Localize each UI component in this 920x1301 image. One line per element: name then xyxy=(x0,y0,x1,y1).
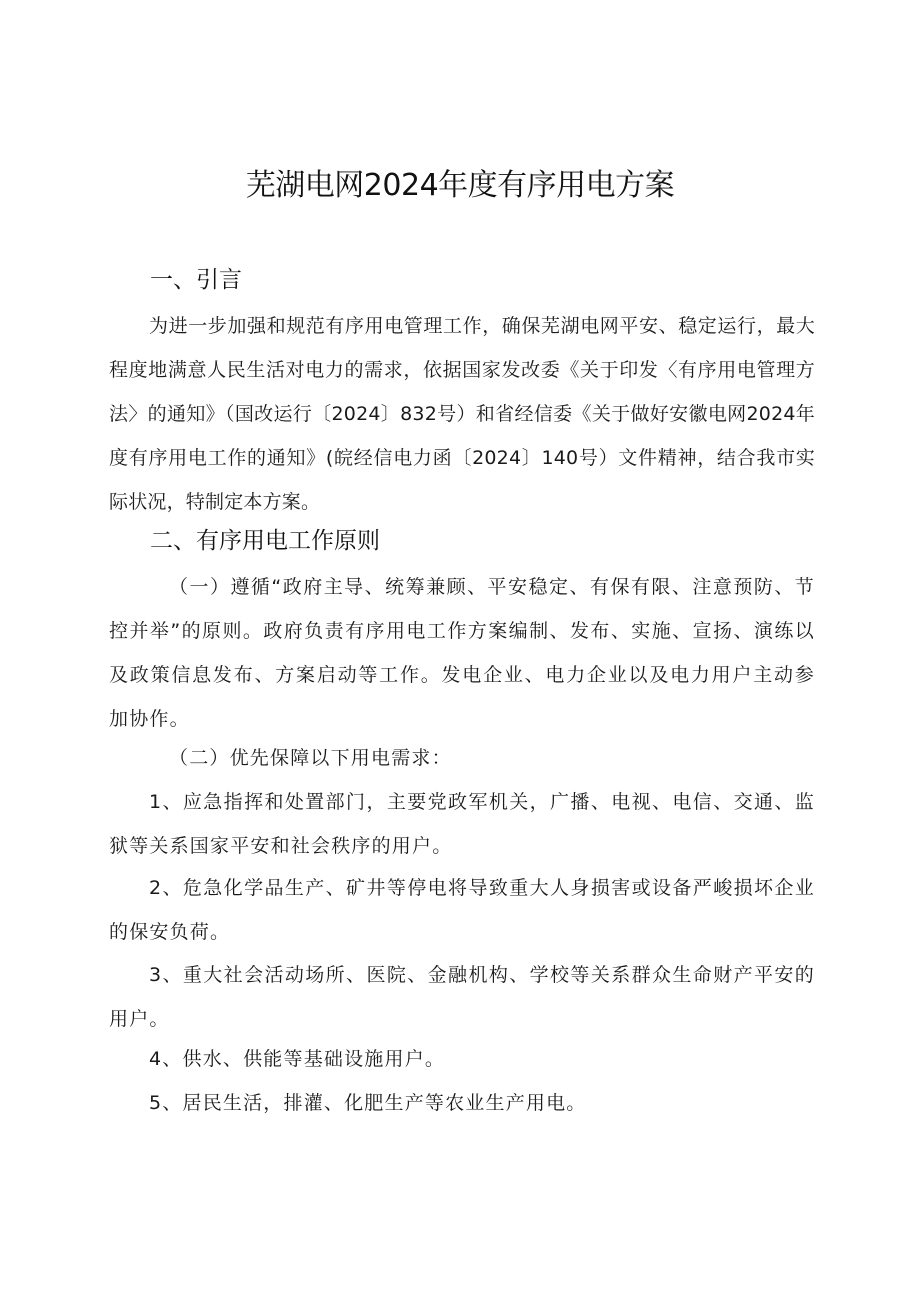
priority-item-3: 3、重大社会活动场所、医院、金融机构、学校等关系群众生命财产平安的用户。 xyxy=(109,964,815,1030)
document-title: 芜湖电网2024年度有序用电方案 xyxy=(245,168,675,203)
priority-intro-paragraph: （二）优先保障以下用电需求： xyxy=(169,747,452,769)
priority-item-1: 1、应急指挥和处置部门，主要党政军机关，广播、电视、电信、交通、监狱等关系国家平安和社会秩序的用户。 xyxy=(109,791,815,857)
priority-item-4: 4、供水、供能等基础设施用户。 xyxy=(149,1048,446,1070)
principle-paragraph-1: （一）遵循“政府主导、统筹兼顾、平安稳定、有保有限、注意预防、节控并举”的原则。政府负责有序用电工作方案编制、发布、实施、宣扬、演练以及政策信息发布、方案启动等工作。发电企业、电力企业以及电力用户主动参加协作。 xyxy=(109,576,815,730)
section-heading-principles: 二、有序用电工作原则 xyxy=(150,528,380,554)
introduction-paragraph: 为进一步加强和规范有序用电管理工作，确保芜湖电网平安、稳定运行，最大程度地满意人民生活对电力的需求，依据国家发改委《关于印发〈有序用电管理方法〉的通知》（国改运行〔2024〕832号）和省经信委《关于做好安徽电网2024年度有序用电工作的通知》(皖经信电力函〔2024〕140号）文件精神，结合我市实际状况，特制定本方案。 xyxy=(109,315,815,513)
priority-item-2: 2、危急化学品生产、矿井等停电将导致重大人身损害或设备严峻损坏企业的保安负荷。 xyxy=(109,877,815,943)
priority-item-5: 5、居民生活，排灌、化肥生产等农业生产用电。 xyxy=(149,1092,587,1114)
section-heading-introduction: 一、引言 xyxy=(150,267,242,293)
